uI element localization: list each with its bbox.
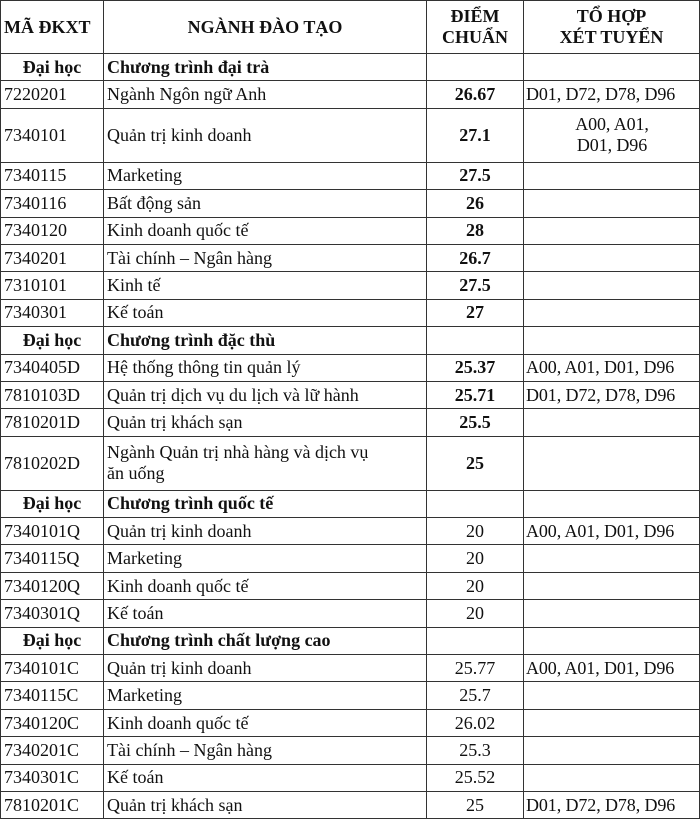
row-major: Quản trị kinh doanh	[104, 655, 427, 682]
row-subjects	[524, 545, 700, 572]
table-row	[1, 436, 700, 490]
row-code: 7810201C	[1, 791, 104, 818]
row-code: 7340301C	[1, 764, 104, 791]
empty-cell	[427, 627, 524, 654]
row-code: 7340116	[1, 190, 104, 217]
empty-cell	[427, 54, 524, 81]
table-row	[1, 81, 700, 108]
table-row	[1, 162, 700, 189]
row-code: 7340301	[1, 299, 104, 326]
section-header-international	[1, 490, 700, 517]
section-header-high-quality	[1, 627, 700, 654]
row-code: 7340101	[1, 108, 104, 162]
empty-cell	[524, 327, 700, 354]
row-major: Marketing	[104, 162, 427, 189]
row-major: Quản trị kinh doanh	[104, 518, 427, 545]
row-subjects	[524, 272, 700, 299]
row-score: 20	[427, 600, 524, 627]
row-major: Kinh tế	[104, 272, 427, 299]
row-major	[104, 436, 427, 490]
section-level: Đại học	[1, 490, 104, 517]
header-code: MÃ ĐKXT	[1, 1, 104, 54]
row-major: Kinh doanh quốc tế	[104, 572, 427, 599]
section-level: Đại học	[1, 627, 104, 654]
row-major-line1: Ngành Quản trị nhà hàng và dịch vụ	[107, 442, 369, 463]
row-major: Tài chính – Ngân hàng	[104, 737, 427, 764]
table-row	[1, 572, 700, 599]
header-major: NGÀNH ĐÀO TẠO	[104, 1, 427, 54]
row-subjects: A00, A01, D01, D96	[524, 518, 700, 545]
section-program: Chương trình quốc tế	[104, 490, 427, 517]
row-major: Kế toán	[104, 764, 427, 791]
row-code: 7810103D	[1, 381, 104, 408]
row-subjects-line1: A00, A01,	[575, 114, 649, 135]
row-code: 7340101Q	[1, 518, 104, 545]
row-score: 26	[427, 190, 524, 217]
row-score: 25	[427, 436, 524, 490]
row-major: Kinh doanh quốc tế	[104, 709, 427, 736]
table-row	[1, 381, 700, 408]
section-header-standard	[1, 54, 700, 81]
row-code: 7340301Q	[1, 600, 104, 627]
row-subjects: D01, D72, D78, D96	[524, 81, 700, 108]
table-row	[1, 764, 700, 791]
row-code: 7220201	[1, 81, 104, 108]
table-row	[1, 217, 700, 244]
empty-cell	[427, 327, 524, 354]
row-subjects	[524, 299, 700, 326]
row-score: 27.5	[427, 272, 524, 299]
table-row	[1, 737, 700, 764]
row-score: 26.7	[427, 244, 524, 271]
section-header-special	[1, 327, 700, 354]
row-subjects	[524, 244, 700, 271]
empty-cell	[427, 490, 524, 517]
row-subjects: A00, A01, D01, D96	[524, 655, 700, 682]
row-code: 7310101	[1, 272, 104, 299]
row-score: 25.77	[427, 655, 524, 682]
header-score-line1: ĐIỂM	[450, 6, 500, 26]
row-score: 20	[427, 572, 524, 599]
row-score: 20	[427, 518, 524, 545]
table-row	[1, 709, 700, 736]
row-code: 7340405D	[1, 354, 104, 381]
row-subjects	[524, 737, 700, 764]
row-score: 25.52	[427, 764, 524, 791]
table-row	[1, 600, 700, 627]
row-major: Hệ thống thông tin quản lý	[104, 354, 427, 381]
row-major: Bất động sản	[104, 190, 427, 217]
row-score: 25.5	[427, 409, 524, 436]
row-code: 7340120C	[1, 709, 104, 736]
table-row	[1, 244, 700, 271]
row-major: Kế toán	[104, 299, 427, 326]
section-level: Đại học	[1, 54, 104, 81]
row-score: 20	[427, 545, 524, 572]
table-row	[1, 299, 700, 326]
row-subjects	[524, 682, 700, 709]
row-major: Quản trị dịch vụ du lịch và lữ hành	[104, 381, 427, 408]
row-code: 7340120	[1, 217, 104, 244]
row-major: Quản trị khách sạn	[104, 409, 427, 436]
row-code: 7810201D	[1, 409, 104, 436]
table-row	[1, 272, 700, 299]
row-subjects: A00, A01, D01, D96	[524, 354, 700, 381]
row-subjects	[524, 409, 700, 436]
row-subjects	[524, 108, 700, 162]
row-major: Quản trị kinh doanh	[104, 108, 427, 162]
row-major: Tài chính – Ngân hàng	[104, 244, 427, 271]
row-code: 7340120Q	[1, 572, 104, 599]
table-row	[1, 108, 700, 162]
header-subjects-line2: XÉT TUYỂN	[559, 27, 664, 47]
row-score: 25.7	[427, 682, 524, 709]
row-subjects-line2: D01, D96	[576, 135, 648, 156]
row-score: 25.3	[427, 737, 524, 764]
header-subjects-line1: TỔ HỢP	[576, 6, 647, 26]
row-code: 7340201C	[1, 737, 104, 764]
row-score: 25.71	[427, 381, 524, 408]
row-major: Quản trị khách sạn	[104, 791, 427, 818]
row-code: 7340201	[1, 244, 104, 271]
row-subjects: D01, D72, D78, D96	[524, 381, 700, 408]
row-score: 26.02	[427, 709, 524, 736]
table-row	[1, 518, 700, 545]
table-row	[1, 655, 700, 682]
header-row	[1, 1, 700, 54]
row-major: Kinh doanh quốc tế	[104, 217, 427, 244]
row-subjects	[524, 600, 700, 627]
row-subjects: D01, D72, D78, D96	[524, 791, 700, 818]
empty-cell	[524, 627, 700, 654]
empty-cell	[524, 490, 700, 517]
row-subjects	[524, 190, 700, 217]
header-score	[427, 1, 524, 54]
row-score: 25.37	[427, 354, 524, 381]
row-code: 7340115Q	[1, 545, 104, 572]
row-major: Marketing	[104, 545, 427, 572]
table-row	[1, 682, 700, 709]
row-code: 7810202D	[1, 436, 104, 490]
row-major: Kế toán	[104, 600, 427, 627]
empty-cell	[524, 54, 700, 81]
row-score: 25	[427, 791, 524, 818]
section-program: Chương trình chất lượng cao	[104, 627, 427, 654]
row-subjects	[524, 709, 700, 736]
table-row	[1, 791, 700, 818]
row-major: Ngành Ngôn ngữ Anh	[104, 81, 427, 108]
row-subjects	[524, 436, 700, 490]
section-program: Chương trình đặc thù	[104, 327, 427, 354]
header-score-line2: CHUẨN	[442, 27, 508, 47]
row-code: 7340115	[1, 162, 104, 189]
table-row	[1, 409, 700, 436]
row-score: 26.67	[427, 81, 524, 108]
row-subjects	[524, 572, 700, 599]
row-subjects	[524, 217, 700, 244]
row-subjects	[524, 764, 700, 791]
table-row	[1, 190, 700, 217]
row-score: 28	[427, 217, 524, 244]
row-code: 7340101C	[1, 655, 104, 682]
row-major-line2: ăn uống	[107, 463, 165, 484]
row-score: 27	[427, 299, 524, 326]
row-subjects	[524, 162, 700, 189]
row-code: 7340115C	[1, 682, 104, 709]
row-score: 27.5	[427, 162, 524, 189]
section-program: Chương trình đại trà	[104, 54, 427, 81]
table-row	[1, 354, 700, 381]
table-row	[1, 545, 700, 572]
header-subjects	[524, 1, 700, 54]
section-level: Đại học	[1, 327, 104, 354]
row-major: Marketing	[104, 682, 427, 709]
row-score: 27.1	[427, 108, 524, 162]
